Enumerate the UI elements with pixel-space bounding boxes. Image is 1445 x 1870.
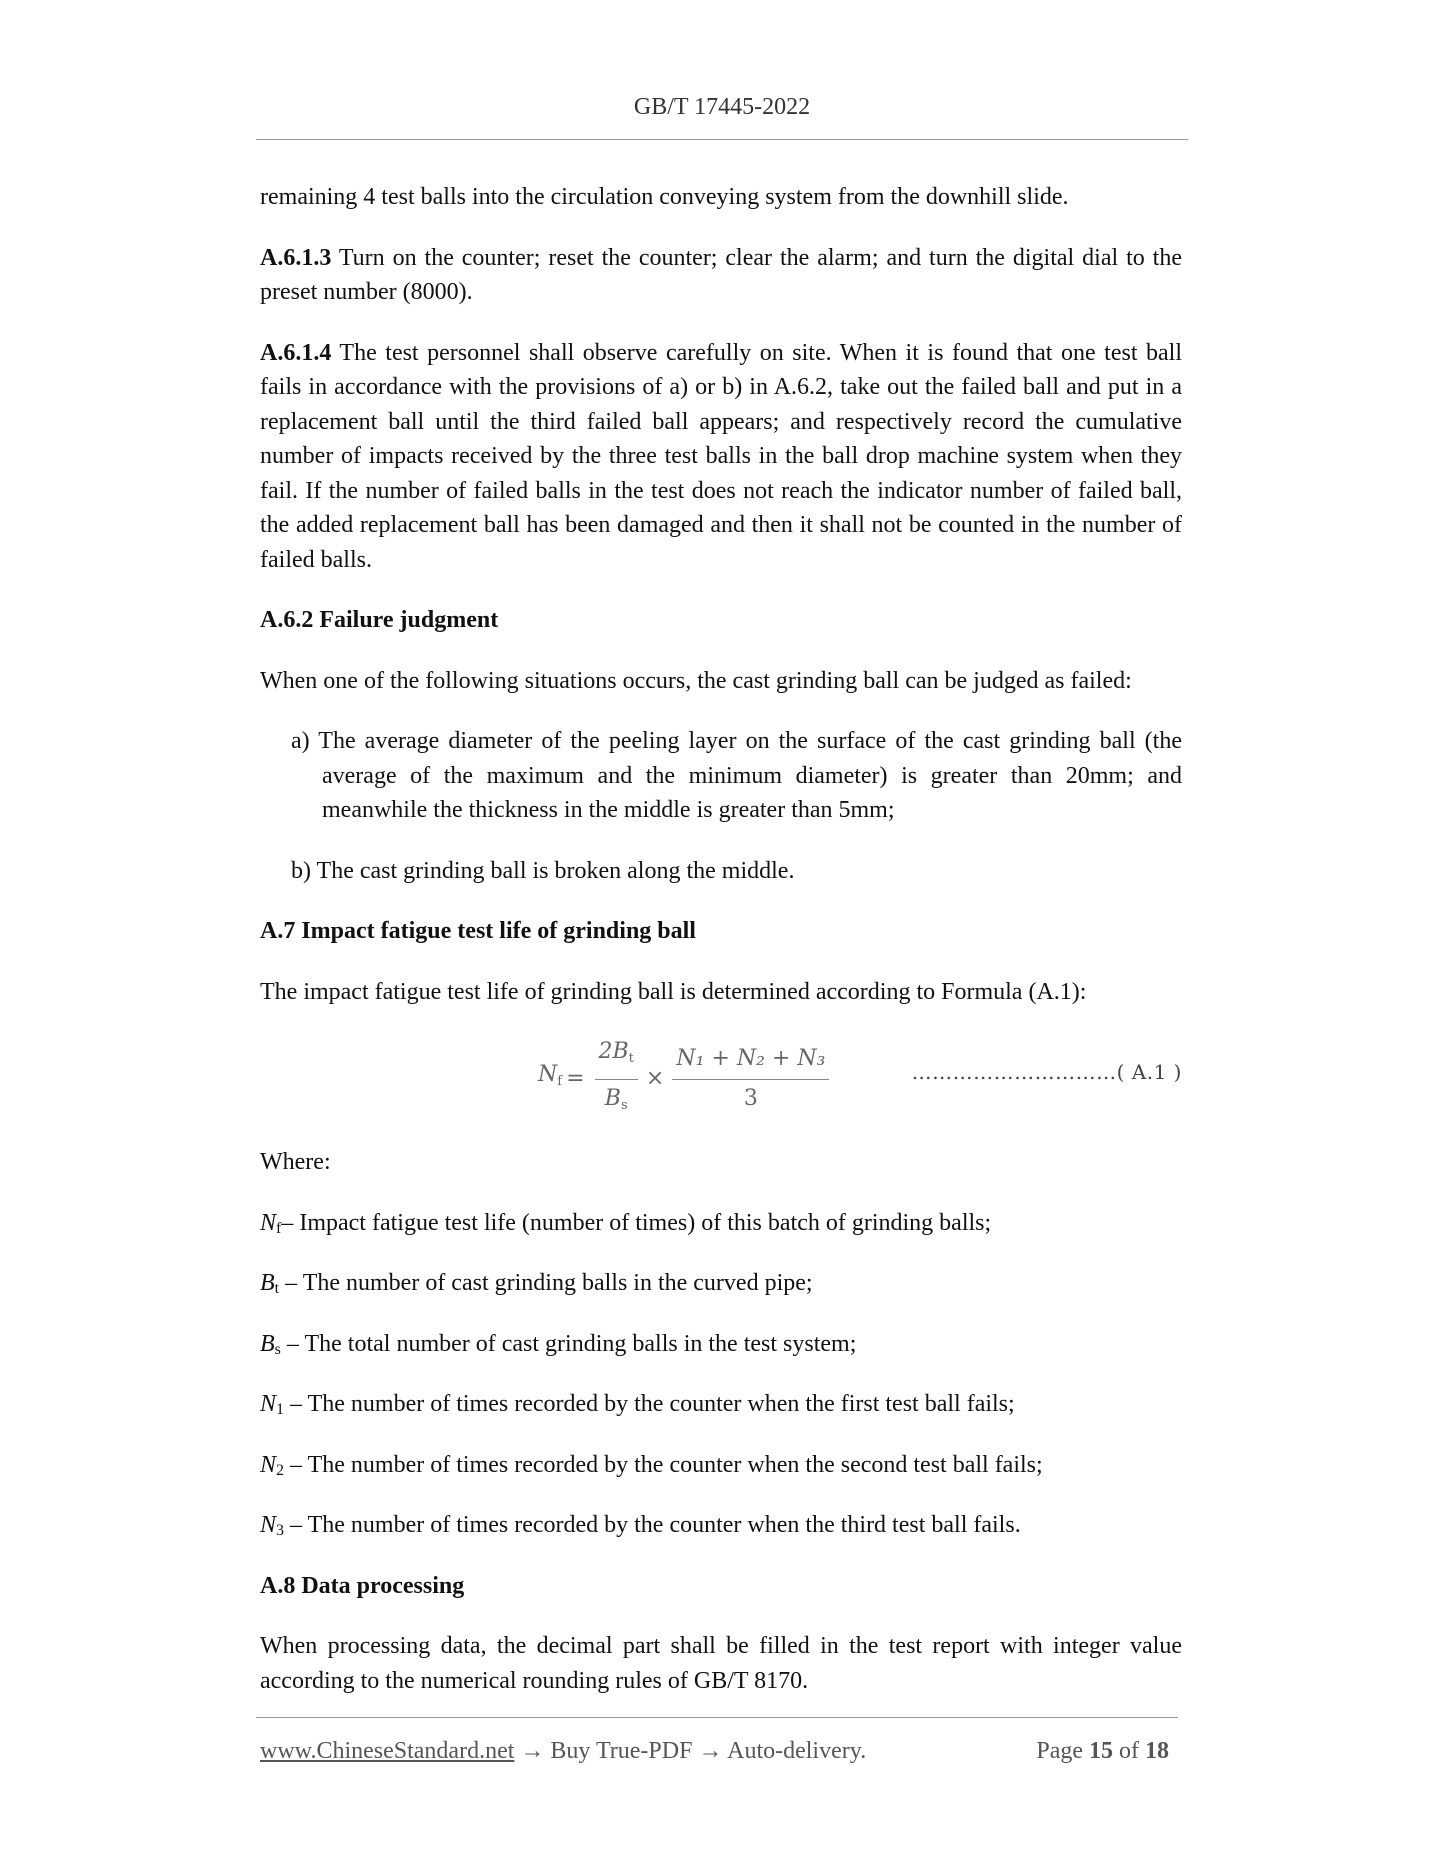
definition-subscript: f (276, 1219, 282, 1237)
definition-symbol: B (260, 1330, 275, 1357)
page-header-title: GB/T 17445-2022 (633, 94, 811, 120)
formula-lhs-symbol: N (538, 1062, 558, 1088)
page-label: Page (1036, 1738, 1089, 1764)
frac1-num-text: 2B (598, 1039, 629, 1064)
clause-a613 (260, 241, 1182, 310)
formula-fraction-1-denominator (605, 1080, 628, 1124)
formula-lhs (538, 1058, 562, 1100)
footer-website-link[interactable]: www.ChineseStandard.net (260, 1738, 515, 1764)
definition-text: – Impact fatigue test life (number of times) of this batch of grinding balls; (281, 1209, 992, 1236)
clause-a613-text: Turn on the counter; reset the counter; clear the alarm; and turn the digital dial to the preset number (8000). (260, 244, 1182, 305)
heading-a62: A.6.2 Failure judgment (260, 607, 499, 633)
page-of-label: of (1113, 1738, 1145, 1764)
definition-nf (260, 1206, 1182, 1241)
paragraph-continuation: remaining 4 test balls into the circulation conveying system from the downhill slide. (260, 184, 1069, 210)
definition-text: – The number of times recorded by the counter when the first test ball fails; (284, 1391, 1015, 1417)
definition-bt (260, 1266, 1182, 1301)
frac1-den-text: B (604, 1085, 621, 1111)
page-number: 15 (1089, 1738, 1113, 1764)
formula-fraction-2 (672, 1042, 829, 1116)
definition-symbol: N (260, 1451, 277, 1478)
a7-intro: The impact fatigue test life of grinding ball is determined according to Formula (A.1): (260, 978, 1087, 1005)
formula-expression (538, 1035, 835, 1123)
definition-text: – The number of times recorded by the counter when the third test ball fails. (284, 1512, 1021, 1538)
page-total: 18 (1145, 1738, 1169, 1764)
formula-fraction-1-numerator (595, 1035, 638, 1080)
where-label: Where: (260, 1149, 331, 1175)
definition-text: – The number of cast grinding balls in the curved pipe; (279, 1270, 813, 1296)
a62-intro: When one of the following situations occurs, the cast grinding ball can be judged as failed: (260, 667, 1132, 694)
definition-subscript: 1 (276, 1401, 285, 1418)
definition-subscript: 2 (276, 1461, 285, 1479)
list-item-a: a) The average diameter of the peeling layer on the surface of the cast grinding ball (the average of the maximum and the minimum diameter) is greater than 20mm; and meanwhile the thickness in the middle is greater than 5mm; (291, 728, 1182, 823)
clause-a614 (260, 336, 1182, 578)
definition-bs (260, 1327, 1182, 1362)
formula-fraction-1 (595, 1035, 638, 1123)
footer-divider (256, 1717, 1178, 1718)
header-divider (256, 139, 1188, 140)
a8-text: When processing data, the decimal part shall be filled in the test report with integer value according to the numerical rounding rules of GB/T 8170. (260, 1633, 1182, 1694)
definition-text: – The total number of cast grinding balls in the test system; (280, 1330, 857, 1357)
formula-fraction-2-numerator: N₁ + N₂ + N₃ (672, 1042, 829, 1080)
formula-a1 (260, 1035, 1182, 1113)
formula-lhs-subscript: f (557, 1074, 563, 1090)
definition-text: – The number of times recorded by the counter when the second test ball fails; (284, 1451, 1043, 1478)
clause-a614-text: The test personnel shall observe carefully on site. When it is found that one test ball fails in accordance with the provisions of a) or b) in A.6.2, take out the failed ball and put in a replacement ball until the third failed ball appears; and respectively record the cumulative number of impacts received by the three test balls in the ball drop machine system when they fail. If the number of failed balls in the test does not reach the indicator number of failed ball, the added replacement ball has been damaged and then it shall not be counted in the number of failed balls. (260, 339, 1182, 573)
frac1-den-sub: s (620, 1097, 628, 1113)
heading-a7: A.7 Impact fatigue test life of grinding ball (260, 918, 696, 944)
document-body (260, 180, 1182, 1724)
definition-symbol: B (260, 1270, 275, 1296)
definition-n1 (260, 1387, 1182, 1422)
definition-symbol: N (260, 1512, 277, 1538)
clause-a614-number: A.6.1.4 (260, 339, 332, 366)
definition-n2 (260, 1448, 1182, 1483)
definition-subscript: 3 (276, 1522, 285, 1539)
formula-times: × (645, 1065, 665, 1091)
formula-equals: = (566, 1065, 585, 1091)
list-item-b: b) The cast grinding ball is broken along the middle. (291, 857, 795, 884)
definition-symbol: N (260, 1391, 277, 1417)
formula-fraction-2-denominator: 3 (743, 1085, 758, 1111)
footer-promo-text: → Buy True-PDF → Auto-delivery. (514, 1738, 867, 1764)
definition-n3 (260, 1508, 1182, 1543)
footer-promo (260, 1738, 866, 1765)
clause-a613-number: A.6.1.3 (260, 244, 332, 271)
footer-page-indicator (1036, 1738, 1169, 1765)
frac1-num-sub: t (628, 1051, 634, 1066)
definition-subscript: s (274, 1340, 281, 1358)
formula-reference-number: …………………………( A.1 ) (911, 1060, 1182, 1084)
definition-symbol: N (260, 1209, 277, 1236)
heading-a8: A.8 Data processing (260, 1572, 465, 1599)
definition-subscript: t (274, 1280, 280, 1297)
